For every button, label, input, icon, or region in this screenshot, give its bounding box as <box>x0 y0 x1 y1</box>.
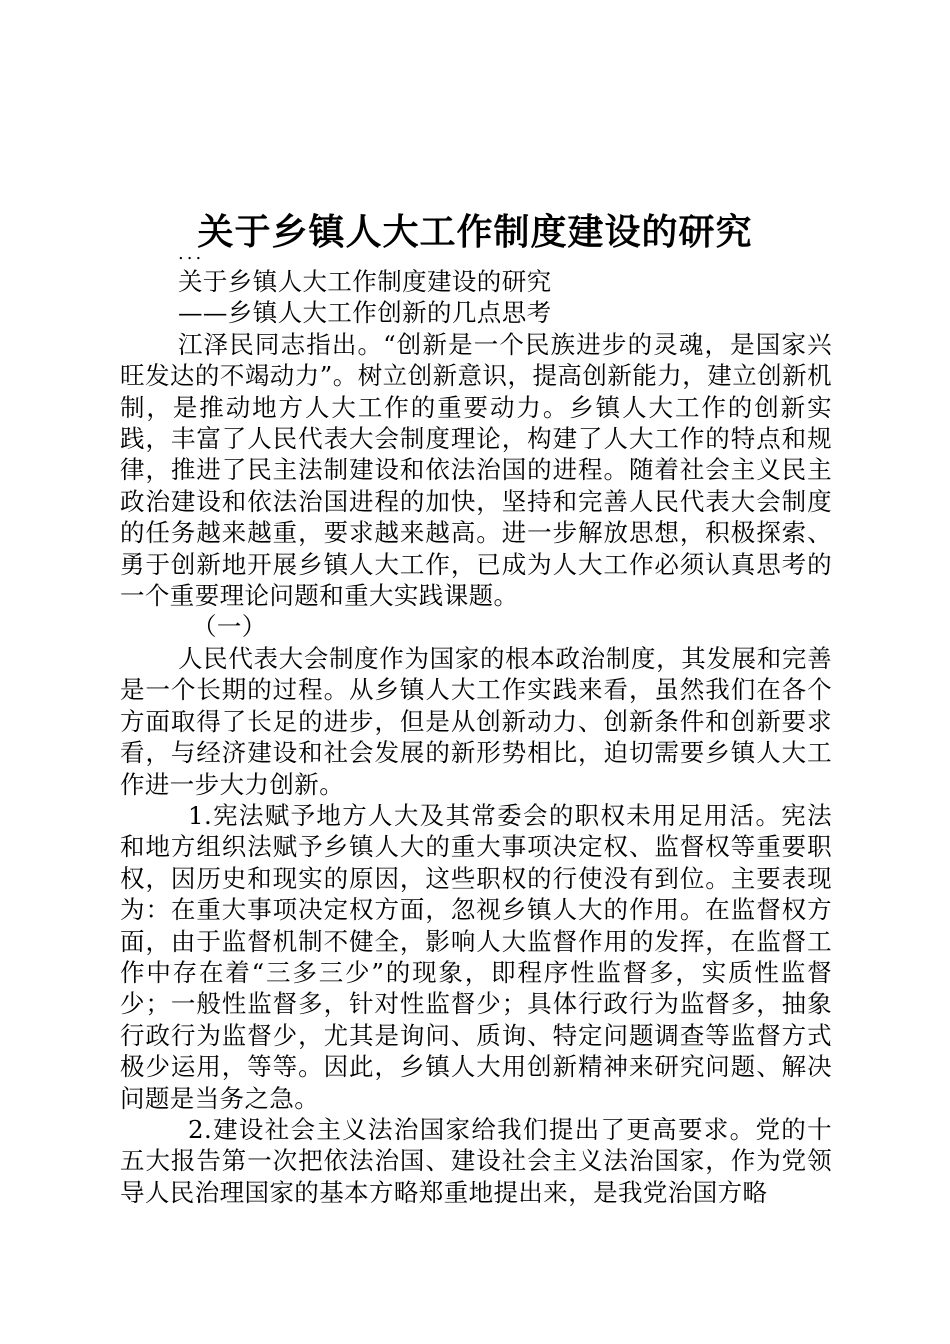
subtitle-line: 关于乡镇人大工作制度建设的研究 <box>178 267 552 296</box>
paragraph-point-1: 1.宪法赋予地方人大及其常委会的职权未用足用活。宪法和地方组织法赋予乡镇人大的重大事项决定权、监督权等重要职权，因历史和现实的原因，这些职权的行使没有到位。主要表现为：在重大事项决定权方面，忽视乡镇人大的作用。在监督权方面，由于监督机制不健全，影响人大监督作用的发挥，在监督工作中存在着“三多三少”的现象，即程序性监督多，实质性监督少；一般性监督多，针对性监督少；具体行政行为监督多，抽象行政行为监督少，尤其是询问、质询、特定问题调查等监督方式极少运用，等等。因此，乡镇人大用创新精神来研究问题、解决问题是当务之急。 <box>120 800 832 1113</box>
document-body <box>120 266 832 1208</box>
section-marker-one: （一） <box>192 612 267 642</box>
paragraph-point-2: 2.建设社会主义法治国家给我们提出了更高要求。党的十五大报告第一次把依法治国、建设社会主义法治国家，作为党领导人民治理国家的基本方略郑重地提出来，是我党治国方略 <box>120 1114 832 1207</box>
paragraph-intro: 江泽民同志指出。“创新是一个民族进步的灵魂，是国家兴旺发达的不竭动力”。树立创新意识，提高创新能力，建立创新机制，是推动地方人大工作的重要动力。乡镇人大工作的创新实践，丰富了人民代表大会制度理论，构建了人大工作的特点和规律，推进了民主法制建设和依法治国的进程。随着社会主义民主政治建设和依法治国进程的加快，坚持和完善人民代表大会制度的任务越来越重，要求越来越高。进一步解放思想，积极探索、勇于创新地开展乡镇人大工作，已成为人大工作必须认真思考的一个重要理论问题和重大实践课题。 <box>120 329 832 611</box>
subheading: ——乡镇人大工作创新的几点思考 <box>178 298 552 328</box>
ellipsis-marker: ... <box>178 243 205 264</box>
document-title: 关于乡镇人大工作制度建设的研究 <box>197 212 753 254</box>
paragraph-section-one: 人民代表大会制度作为国家的根本政治制度，其发展和完善是一个长期的过程。从乡镇人大工作实践来看，虽然我们在各个方面取得了长足的进步，但是从创新动力、创新条件和创新要求看，与经济建设和社会发展的新形势相比，迫切需要乡镇人大工作进一步大力创新。 <box>120 643 832 799</box>
